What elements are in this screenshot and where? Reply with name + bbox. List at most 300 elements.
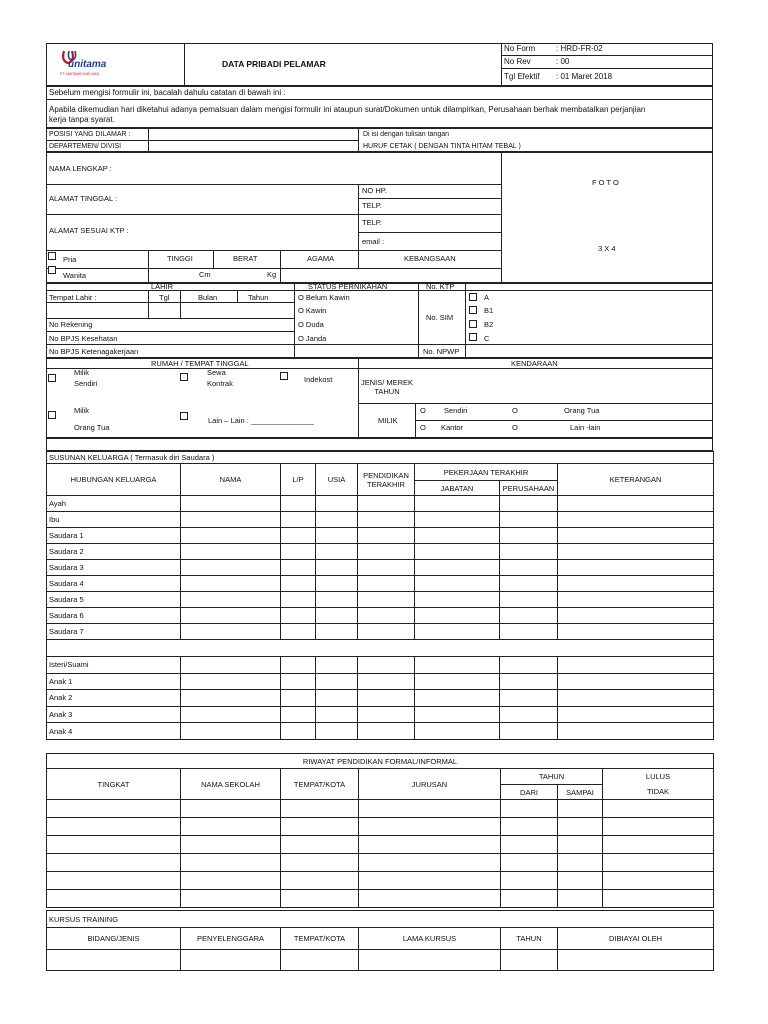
milik-sendiri-label-1: Milik: [74, 368, 89, 377]
family-row: [47, 592, 714, 608]
family-cell[interactable]: [500, 560, 558, 576]
family-cell[interactable]: [358, 624, 415, 640]
family-row: [47, 608, 714, 624]
family-cell[interactable]: [558, 576, 714, 592]
col-hubungan: HUBUNGAN KELUARGA: [47, 464, 181, 496]
logo-text: unitama: [68, 59, 107, 70]
family-cell[interactable]: [358, 657, 415, 674]
education-cell[interactable]: [359, 890, 501, 908]
vehicle-tahun-label: TAHUN: [374, 387, 400, 396]
milik-sendiri-checkbox[interactable]: [48, 374, 56, 382]
family-cell[interactable]: [500, 608, 558, 624]
family-relation: Saudara 1: [47, 528, 181, 544]
vehicle-ortu-radio[interactable]: O: [512, 406, 518, 415]
family-cell[interactable]: [558, 723, 714, 740]
nama-input[interactable]: [120, 153, 500, 183]
col-dibiayai: DIBIAYAI OLEH: [558, 928, 714, 950]
family-cell[interactable]: [281, 706, 316, 723]
family-cell[interactable]: [281, 657, 316, 674]
intro-note: Sebelum mengisi formulir ini, bacalah dahulu catatan di bawah ini :: [49, 88, 286, 97]
posisi-input[interactable]: [149, 129, 357, 140]
education-cell[interactable]: [603, 818, 714, 836]
education-cell[interactable]: [181, 890, 281, 908]
family-cell[interactable]: [558, 496, 714, 512]
family-cell[interactable]: [358, 528, 415, 544]
family-cell[interactable]: [415, 496, 500, 512]
family-cell[interactable]: [316, 673, 358, 690]
family-cell[interactable]: [500, 706, 558, 723]
education-cell[interactable]: [181, 836, 281, 854]
family-cell[interactable]: [415, 723, 500, 740]
family-relation: Saudara 6: [47, 608, 181, 624]
family-row: [47, 512, 714, 528]
education-cell[interactable]: [558, 800, 603, 818]
posisi-label: POSISI YANG DILAMAR :: [49, 131, 131, 138]
family-cell[interactable]: [316, 528, 358, 544]
lain-lain-label: Lain – Lain : _______________: [208, 416, 314, 425]
family-cell[interactable]: [415, 608, 500, 624]
status-janda[interactable]: O Janda: [298, 334, 327, 343]
education-cell[interactable]: [47, 836, 181, 854]
family-cell[interactable]: [558, 673, 714, 690]
education-cell[interactable]: [558, 836, 603, 854]
family-relation: Anak 4: [47, 723, 181, 740]
col-penyelenggara: PENYELENGGARA: [181, 928, 281, 950]
education-cell[interactable]: [47, 872, 181, 890]
family-cell[interactable]: [558, 512, 714, 528]
family-cell[interactable]: [281, 673, 316, 690]
education-cell[interactable]: [281, 854, 359, 872]
intro-warning-1: Apabila dikemudian hari diketahui adanya pemalsuan dalam mengisi formulir ini ataupun surat/Dokumen untuk dilampirkan, Perusahaan berhak membatalkan perjanjian: [49, 105, 646, 114]
family-cell[interactable]: [558, 657, 714, 674]
education-cell[interactable]: [558, 854, 603, 872]
lahir-header: LAHIR: [151, 282, 174, 291]
education-cell[interactable]: [47, 890, 181, 908]
education-cell[interactable]: [501, 800, 558, 818]
family-cell[interactable]: [415, 560, 500, 576]
family-cell[interactable]: [181, 706, 281, 723]
photo-label: F O T O: [592, 178, 619, 187]
form-title: DATA PRIBADI PELAMAR: [222, 59, 326, 69]
family-cell[interactable]: [358, 544, 415, 560]
family-cell[interactable]: [415, 673, 500, 690]
education-cell[interactable]: [181, 854, 281, 872]
family-cell[interactable]: [558, 528, 714, 544]
col-training-tempat: TEMPAT/KOTA: [281, 928, 359, 950]
education-cell[interactable]: [603, 890, 714, 908]
rekening-label: No Rekening: [49, 320, 93, 329]
departemen-label: DEPARTEMEN/ DIVISI: [49, 143, 122, 150]
family-cell[interactable]: [358, 512, 415, 528]
col-sampai: SAMPAI: [558, 785, 603, 800]
meta-value-rev: : 00: [556, 57, 570, 66]
family-relation: Saudara 3: [47, 560, 181, 576]
family-cell[interactable]: [316, 723, 358, 740]
indekost-checkbox[interactable]: [280, 372, 288, 380]
family-relation: Ibu: [47, 512, 181, 528]
family-cell[interactable]: [316, 496, 358, 512]
family-cell[interactable]: [415, 592, 500, 608]
family-cell[interactable]: [281, 608, 316, 624]
family-cell[interactable]: [558, 624, 714, 640]
family-cell[interactable]: [558, 560, 714, 576]
meta-label-date: Tgl Efektif: [504, 72, 540, 81]
education-cell[interactable]: [603, 872, 714, 890]
sim-b2-label: B2: [484, 320, 494, 329]
col-jabatan: JABATAN: [415, 481, 500, 496]
family-cell[interactable]: [358, 690, 415, 707]
vehicle-ortu-label: Orang Tua: [564, 406, 600, 415]
family-cell[interactable]: [181, 528, 281, 544]
agama-label: AGAMA: [307, 254, 335, 263]
family-cell[interactable]: [316, 560, 358, 576]
family-cell[interactable]: [181, 723, 281, 740]
education-cell[interactable]: [281, 818, 359, 836]
training-cell[interactable]: [501, 950, 558, 971]
milik-ortu-label-2: Orang Tua: [74, 423, 110, 432]
training-cell[interactable]: [359, 950, 501, 971]
family-cell[interactable]: [358, 608, 415, 624]
sim-b1-checkbox[interactable]: [469, 306, 477, 314]
family-cell[interactable]: [500, 576, 558, 592]
family-row: [47, 576, 714, 592]
family-cell[interactable]: [316, 608, 358, 624]
vehicle-lain-radio[interactable]: O: [512, 423, 518, 432]
family-row: [47, 657, 714, 674]
col-lp: L/P: [281, 464, 316, 496]
family-relation: Ayah: [47, 496, 181, 512]
family-cell[interactable]: [500, 673, 558, 690]
education-cell[interactable]: [501, 836, 558, 854]
family-row: [47, 706, 714, 723]
family-cell[interactable]: [500, 496, 558, 512]
family-cell[interactable]: [316, 706, 358, 723]
education-cell[interactable]: [281, 890, 359, 908]
nohp-label: NO HP.: [362, 186, 387, 195]
meta-label-rev: No Rev: [504, 57, 531, 66]
family-row: [47, 528, 714, 544]
family-cell[interactable]: [181, 624, 281, 640]
education-cell[interactable]: [603, 854, 714, 872]
sim-b1-label: B1: [484, 306, 494, 315]
training-cell[interactable]: [281, 950, 359, 971]
intro-warning-2: kerja tanpa syarat.: [49, 115, 115, 124]
family-relation: Isteri/Suami: [47, 657, 181, 674]
family-table: [46, 451, 714, 740]
kg-unit: Kg: [267, 270, 277, 279]
family-cell[interactable]: [358, 560, 415, 576]
family-cell[interactable]: [415, 657, 500, 674]
family-row: [47, 673, 714, 690]
col-bidang: BIDANG/JENIS: [47, 928, 181, 950]
departemen-input[interactable]: [149, 141, 357, 152]
education-cell[interactable]: [281, 872, 359, 890]
family-cell[interactable]: [415, 624, 500, 640]
gender-wanita-checkbox[interactable]: [48, 266, 56, 274]
family-cell[interactable]: [281, 560, 316, 576]
logo-subtext: PT. UNITAMA SARI MAS: [60, 72, 100, 76]
col-keterangan: KETERANGAN: [558, 464, 714, 496]
family-cell[interactable]: [358, 496, 415, 512]
alamat-ktp-label: ALAMAT SESUAI KTP :: [49, 226, 129, 235]
col-pendidikan-1: PENDIDIKAN: [363, 470, 409, 480]
col-usia: USIA: [316, 464, 358, 496]
sim-label: No. SIM: [426, 313, 454, 322]
education-row: [47, 836, 714, 854]
npwp-label: No. NPWP: [423, 347, 460, 356]
sewa-kontrak-checkbox[interactable]: [180, 373, 188, 381]
education-cell[interactable]: [603, 800, 714, 818]
vehicle-jenis-label: JENIS/ MEREK: [360, 378, 414, 387]
family-cell[interactable]: [281, 723, 316, 740]
family-cell[interactable]: [281, 544, 316, 560]
status-kawin[interactable]: O Kawin: [298, 306, 327, 315]
family-row: [47, 544, 714, 560]
print-note: HURUF CETAK ( DENGAN TINTA HITAM TEBAL ): [363, 143, 521, 150]
family-spacer: [47, 640, 714, 657]
family-relation: Saudara 2: [47, 544, 181, 560]
family-cell[interactable]: [358, 723, 415, 740]
education-table: [46, 753, 714, 908]
berat-label: BERAT: [233, 254, 258, 263]
family-cell[interactable]: [316, 592, 358, 608]
education-cell[interactable]: [181, 800, 281, 818]
family-row: [47, 690, 714, 707]
family-cell[interactable]: [181, 544, 281, 560]
col-tahun: TAHUN: [501, 769, 603, 785]
status-header: STATUS PERNIKAHAN: [308, 282, 388, 291]
family-cell[interactable]: [281, 496, 316, 512]
family-cell[interactable]: [181, 496, 281, 512]
education-cell[interactable]: [501, 854, 558, 872]
family-cell[interactable]: [558, 690, 714, 707]
family-relation: Saudara 4: [47, 576, 181, 592]
family-cell[interactable]: [281, 592, 316, 608]
family-cell[interactable]: [316, 512, 358, 528]
bpjs-kesehatan-label: No BPJS Kesehatan: [49, 334, 118, 343]
family-cell[interactable]: [181, 673, 281, 690]
company-logo: [58, 47, 108, 79]
col-jurusan: JURUSAN: [359, 769, 501, 800]
col-tingkat: TINGKAT: [47, 769, 181, 800]
family-cell[interactable]: [281, 512, 316, 528]
sim-a-checkbox[interactable]: [469, 293, 477, 301]
family-cell[interactable]: [316, 657, 358, 674]
family-cell[interactable]: [415, 706, 500, 723]
family-cell[interactable]: [558, 592, 714, 608]
education-cell[interactable]: [181, 872, 281, 890]
family-relation: Saudara 7: [47, 624, 181, 640]
education-cell[interactable]: [281, 800, 359, 818]
family-cell[interactable]: [500, 723, 558, 740]
education-row: [47, 800, 714, 818]
sewa-label-2: Kontrak: [207, 379, 233, 388]
education-cell[interactable]: [359, 872, 501, 890]
gender-pria-label: Pria: [63, 255, 77, 264]
education-row: [47, 890, 714, 908]
education-title: RIWAYAT PENDIDIKAN FORMAL/INFORMAL: [47, 754, 714, 769]
education-cell[interactable]: [558, 890, 603, 908]
col-tempat-kota: TEMPAT/KOTA: [281, 769, 359, 800]
family-cell[interactable]: [181, 576, 281, 592]
kebangsaan-label: KEBANGSAAN: [404, 254, 456, 263]
family-cell[interactable]: [500, 657, 558, 674]
bulan-label: Bulan: [198, 293, 218, 302]
email-label: email :: [362, 237, 385, 246]
family-cell[interactable]: [281, 624, 316, 640]
family-cell[interactable]: [316, 690, 358, 707]
family-cell[interactable]: [500, 592, 558, 608]
training-table: [46, 910, 714, 971]
family-relation: Anak 1: [47, 673, 181, 690]
sim-b2-checkbox[interactable]: [469, 320, 477, 328]
lain-lain-checkbox[interactable]: [180, 412, 188, 420]
education-cell[interactable]: [501, 872, 558, 890]
family-cell[interactable]: [181, 608, 281, 624]
family-row: [47, 496, 714, 512]
education-cell[interactable]: [359, 818, 501, 836]
family-cell[interactable]: [558, 608, 714, 624]
col-lulus: LULUS: [603, 769, 714, 785]
family-cell[interactable]: [316, 544, 358, 560]
family-cell[interactable]: [415, 544, 500, 560]
sim-a-label: A: [484, 293, 490, 302]
alamat-input[interactable]: [130, 185, 357, 213]
alamat-label: ALAMAT TINGGAL :: [49, 194, 118, 203]
family-relation: Anak 2: [47, 690, 181, 707]
col-training-tahun: TAHUN: [501, 928, 558, 950]
family-cell[interactable]: [181, 690, 281, 707]
family-cell[interactable]: [558, 544, 714, 560]
cm-unit: Cm: [199, 270, 211, 279]
col-pendidikan: [358, 464, 415, 496]
family-row: [47, 624, 714, 640]
col-dari: DARI: [501, 785, 558, 800]
sim-c-checkbox[interactable]: [469, 333, 477, 341]
family-cell[interactable]: [181, 512, 281, 528]
gender-pria-checkbox[interactable]: [48, 252, 56, 260]
family-row: [47, 560, 714, 576]
vehicle-lain-label: Lain -lain: [570, 423, 601, 432]
education-row: [47, 872, 714, 890]
vehicle-sendiri-label: Sendiri: [444, 406, 468, 415]
status-duda[interactable]: O Duda: [298, 320, 324, 329]
col-pendidikan-2: TERAKHIR: [367, 479, 405, 489]
tempat-lahir-label: Tempat Lahir :: [49, 293, 97, 302]
education-cell[interactable]: [501, 818, 558, 836]
col-nama: NAMA: [181, 464, 281, 496]
family-cell[interactable]: [181, 657, 281, 674]
training-cell[interactable]: [181, 950, 281, 971]
training-cell[interactable]: [47, 950, 181, 971]
nama-label: NAMA LENGKAP :: [49, 164, 112, 173]
meta-value-date: : 01 Maret 2018: [556, 72, 613, 81]
education-cell[interactable]: [359, 854, 501, 872]
family-cell[interactable]: [415, 512, 500, 528]
telp1-label: TELP.: [362, 201, 382, 210]
family-relation: Anak 3: [47, 706, 181, 723]
meta-label-form: No Form: [504, 44, 536, 53]
vehicle-milik-label: MILIK: [378, 416, 398, 425]
family-cell[interactable]: [281, 528, 316, 544]
family-cell[interactable]: [358, 576, 415, 592]
milik-sendiri-label-2: Sendiri: [74, 379, 98, 388]
handwriting-note: Di isi dengan tulisan tangan: [363, 131, 450, 138]
education-cell[interactable]: [359, 800, 501, 818]
milik-ortu-checkbox[interactable]: [48, 411, 56, 419]
family-cell[interactable]: [415, 690, 500, 707]
education-cell[interactable]: [281, 836, 359, 854]
education-cell[interactable]: [558, 872, 603, 890]
education-cell[interactable]: [47, 800, 181, 818]
family-cell[interactable]: [358, 706, 415, 723]
family-cell[interactable]: [181, 560, 281, 576]
milik-ortu-label-1: Milik: [74, 406, 89, 415]
education-cell[interactable]: [47, 854, 181, 872]
family-cell[interactable]: [358, 673, 415, 690]
alamat-ktp-input[interactable]: [140, 215, 357, 249]
training-title: KURSUS TRAINING: [47, 911, 714, 928]
family-cell[interactable]: [316, 624, 358, 640]
bpjs-ketenagakerjaan-label: No BPJS Ketenagakerjaan: [49, 347, 139, 356]
indekost-label: Indekost: [304, 375, 333, 384]
family-cell[interactable]: [500, 544, 558, 560]
education-cell[interactable]: [558, 818, 603, 836]
tinggi-label: TINGGI: [167, 254, 193, 263]
family-cell[interactable]: [181, 592, 281, 608]
telp2-label: TELP.: [362, 218, 382, 227]
family-cell[interactable]: [281, 690, 316, 707]
family-cell[interactable]: [415, 576, 500, 592]
education-cell[interactable]: [501, 890, 558, 908]
tahun-label: Tahun: [248, 293, 269, 302]
col-nama-sekolah: NAMA SEKOLAH: [181, 769, 281, 800]
status-belum-kawin[interactable]: O Belum Kawin: [298, 293, 350, 302]
family-relation: Saudara 5: [47, 592, 181, 608]
education-cell[interactable]: [47, 818, 181, 836]
sewa-label-1: Sewa: [207, 368, 226, 377]
family-cell[interactable]: [358, 592, 415, 608]
education-cell[interactable]: [359, 836, 501, 854]
education-cell[interactable]: [603, 836, 714, 854]
col-perusahaan: PERUSAHAAN: [500, 481, 558, 496]
family-cell[interactable]: [500, 512, 558, 528]
education-row: [47, 818, 714, 836]
family-cell[interactable]: [316, 576, 358, 592]
training-cell[interactable]: [558, 950, 714, 971]
family-cell[interactable]: [281, 576, 316, 592]
family-cell[interactable]: [500, 528, 558, 544]
vehicle-sendiri-radio[interactable]: O: [420, 406, 426, 415]
family-row: [47, 723, 714, 740]
col-pekerjaan: PEKERJAAN TERAKHIR: [415, 464, 558, 481]
vehicle-kantor-label: Kantor: [441, 423, 464, 432]
vehicle-header: KENDARAAN: [511, 359, 558, 368]
photo-area: [502, 153, 713, 283]
education-cell[interactable]: [181, 818, 281, 836]
sim-c-label: C: [484, 334, 490, 343]
vehicle-kantor-radio[interactable]: O: [420, 423, 426, 432]
family-cell[interactable]: [558, 706, 714, 723]
col-tidak: TIDAK: [603, 785, 714, 800]
family-cell[interactable]: [500, 624, 558, 640]
education-row: [47, 854, 714, 872]
family-cell[interactable]: [415, 528, 500, 544]
family-cell[interactable]: [500, 690, 558, 707]
photo-size: 3 X 4: [598, 244, 616, 253]
gender-wanita-label: Wanita: [63, 271, 87, 280]
form-header: [46, 43, 713, 86]
